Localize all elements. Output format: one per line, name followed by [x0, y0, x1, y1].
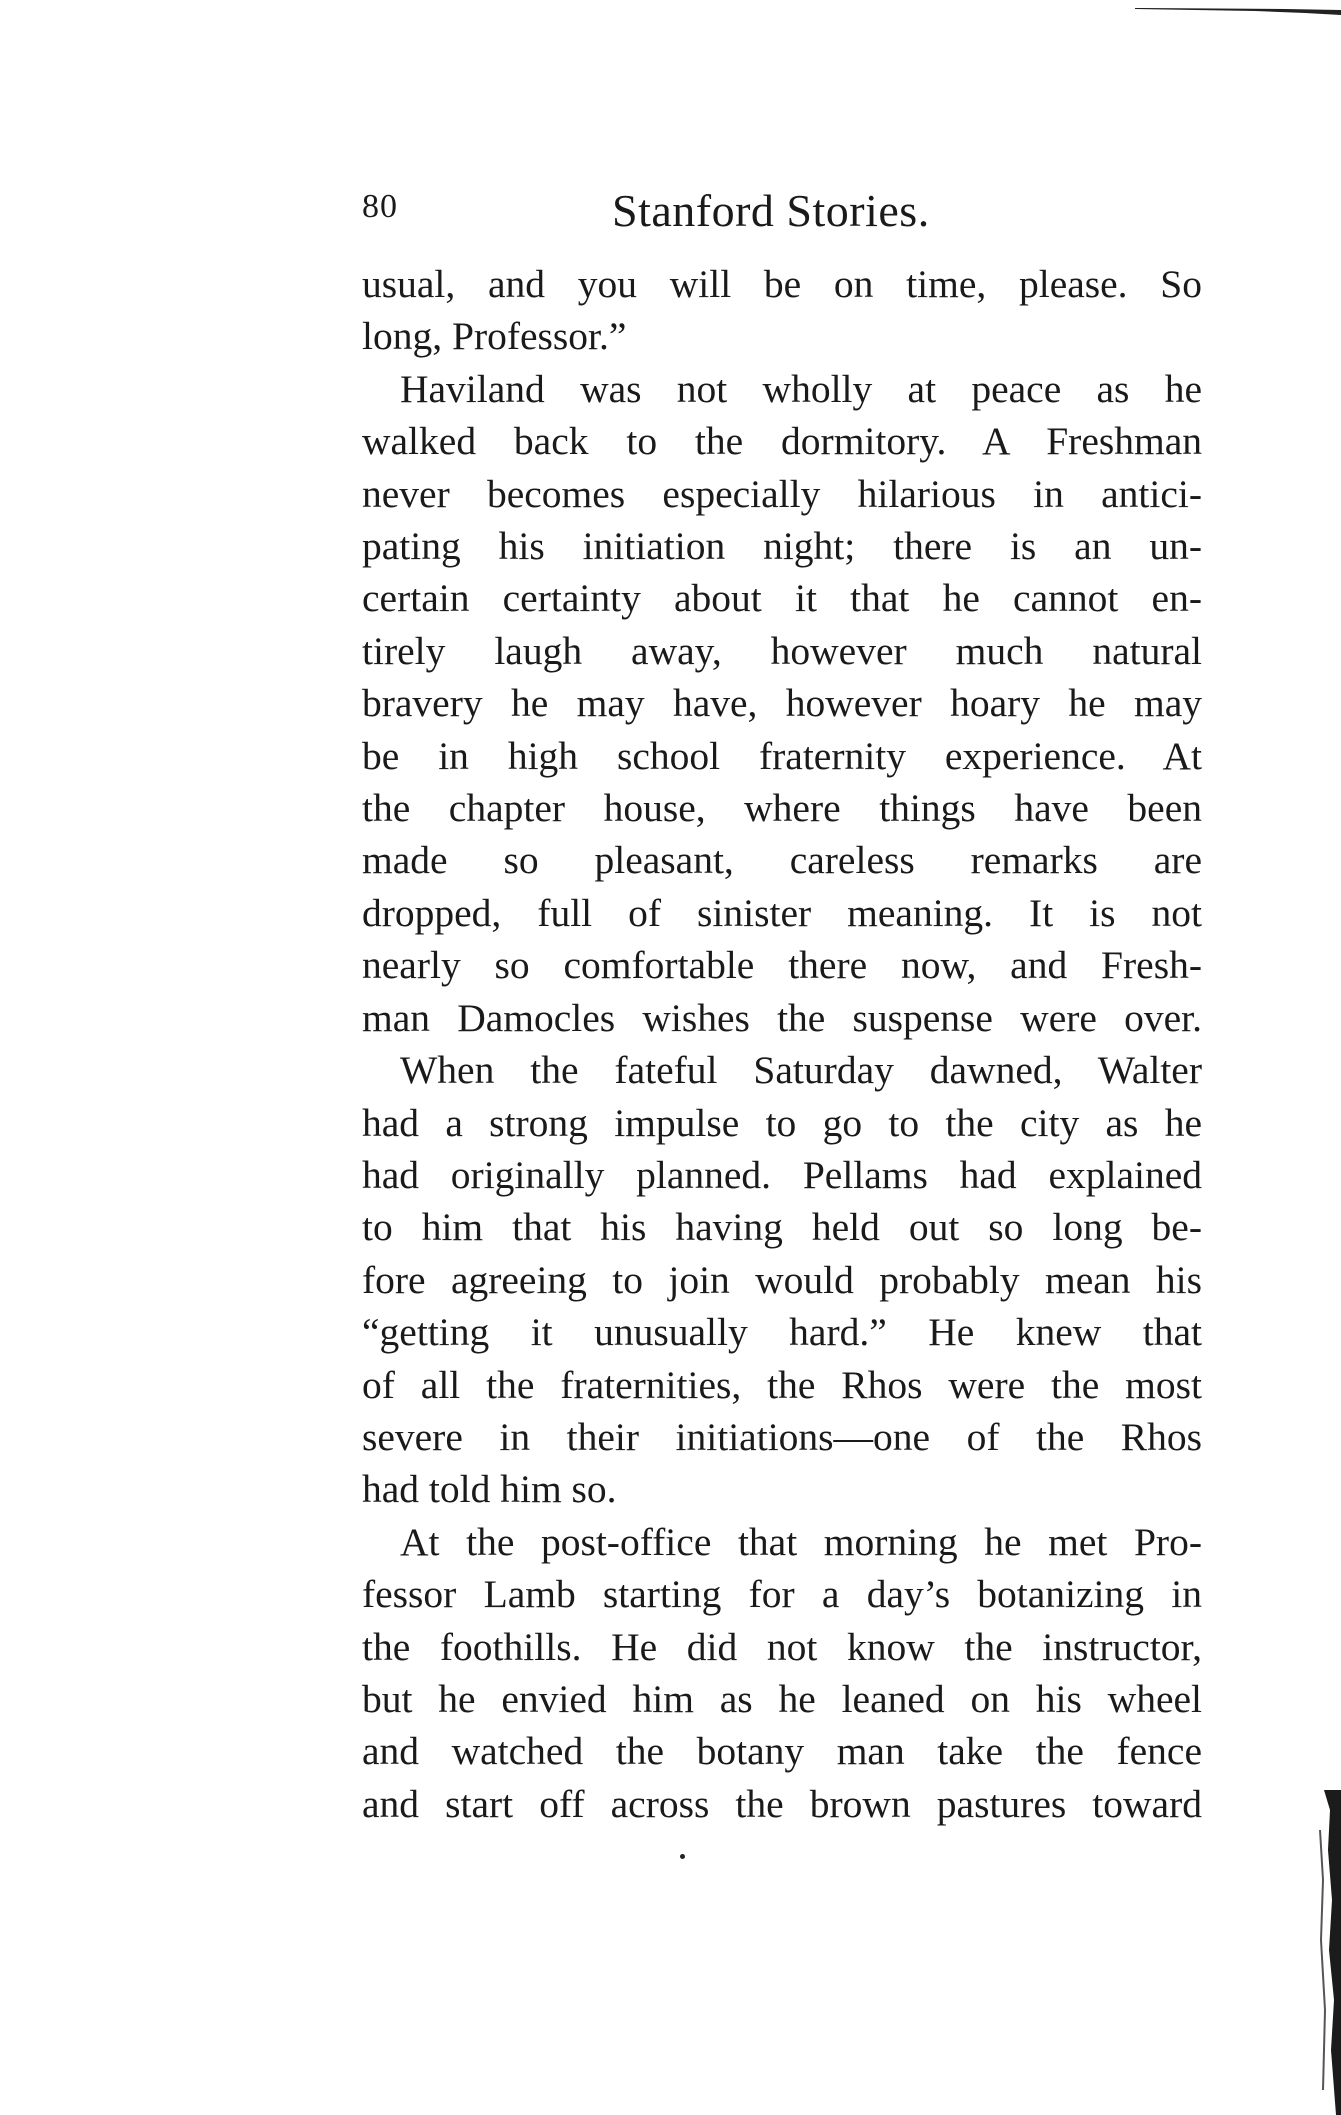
text-line: walked back to the dormitory. A Freshman	[362, 419, 1202, 464]
scan-edge-right-artifact	[1310, 1790, 1341, 2115]
text-line: had originally planned. Pellams had explained	[362, 1152, 1202, 1197]
ink-speck	[680, 1854, 685, 1859]
text-line: man Damocles wishes the suspense were over.	[362, 995, 1202, 1040]
running-title: Stanford Stories.	[612, 185, 930, 236]
text-line: had told him so.	[362, 1467, 617, 1512]
page-number: 80	[362, 188, 398, 225]
text-line: nearly so comfortable there now, and Fresh-	[362, 943, 1202, 988]
page-header	[362, 184, 1202, 244]
text-line: of all the fraternities, the Rhos were the most	[362, 1362, 1202, 1407]
text-line: the foothills. He did not know the instructor,	[362, 1624, 1202, 1669]
text-line: Haviland was not wholly at peace as he	[400, 366, 1202, 411]
text-line: usual, and you will be on time, please. So	[362, 262, 1202, 306]
text-line: long, Professor.”	[362, 314, 627, 359]
text-line: At the post-office that morning he met Pro-	[400, 1519, 1202, 1564]
text-line: but he envied him as he leaned on his wheel	[362, 1676, 1202, 1721]
paragraph-3	[362, 1044, 1202, 1516]
text-line: “getting it unusually hard.” He knew that	[362, 1310, 1202, 1355]
text-line: When the fateful Saturday dawned, Walter	[400, 1048, 1202, 1093]
text-line: fore agreeing to join would probably mean his	[362, 1257, 1202, 1302]
text-line: bravery he may have, however hoary he may	[362, 681, 1202, 726]
text-line: had a strong impulse to go to the city as he	[362, 1100, 1202, 1145]
text-line: the chapter house, where things have been	[362, 786, 1202, 831]
text-line: tirely laugh away, however much natural	[362, 628, 1202, 673]
paragraph-4	[362, 1516, 1202, 1830]
text-line: severe in their initiations—one of the Rhos	[362, 1414, 1202, 1459]
text-line: pating his initiation night; there is an un-	[362, 524, 1202, 569]
text-line: fessor Lamb starting for a day’s botanizing in	[362, 1572, 1202, 1617]
text-line: never becomes especially hilarious in antici-	[362, 471, 1202, 516]
text-line: made so pleasant, careless remarks are	[362, 838, 1202, 883]
text-line: to him that his having held out so long be-	[362, 1205, 1202, 1250]
text-line: dropped, full of sinister meaning. It is not	[362, 890, 1202, 935]
body-text	[362, 258, 1202, 1830]
text-line: and watched the botany man take the fence	[362, 1729, 1202, 1774]
text-line: certain certainty about it that he cannot en-	[362, 576, 1202, 621]
paragraph-1	[362, 258, 1202, 363]
text-line: and start off across the brown pastures toward	[362, 1781, 1202, 1826]
paragraph-2	[362, 363, 1202, 1044]
scan-edge-top-artifact	[1135, 6, 1341, 16]
text-line: be in high school fraternity experience. At	[362, 733, 1202, 778]
